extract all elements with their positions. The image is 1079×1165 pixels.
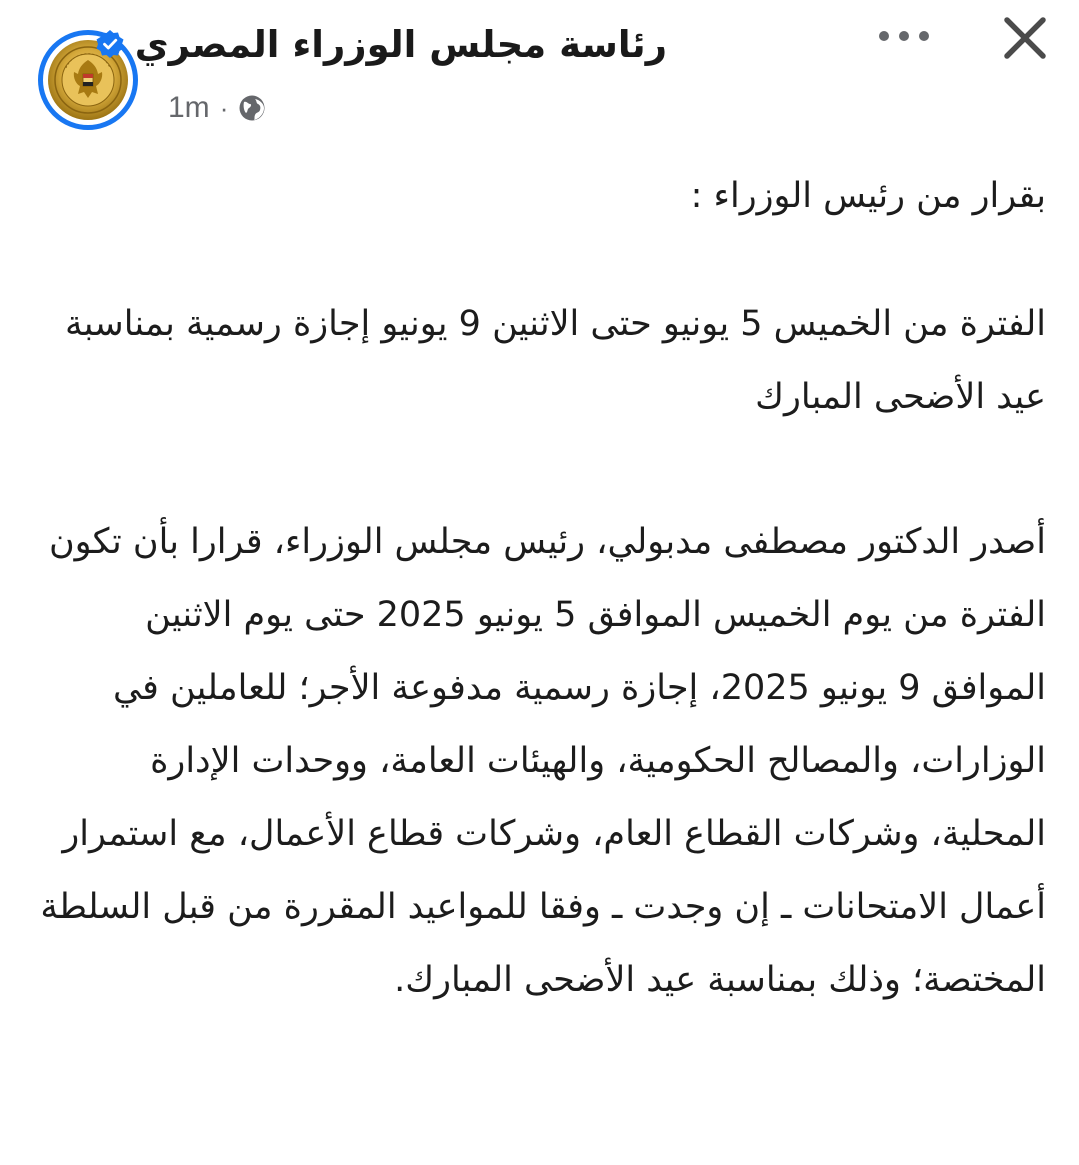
paragraph-spacer: [36, 233, 1046, 288]
post-paragraph-details: أصدر الدكتور مصطفى مدبولي، رئيس مجلس الوزراء، قرارا بأن تكون الفترة من يوم الخميس الموافق 5 يونيو 2025 حتى يوم الاثنين الموافق 9 يونيو 2025، إجازة رسمية مدفوعة الأجر؛ للعاملين في الوزارات، والمصالح الحكومية، والهيئات العامة، ووحدات الإدارة المحلية، وشركات القطاع العام، وشركات قطاع الأعمال، مع استمرار أعمال الامتحانات ـ إن وجدت ـ وفقا للمواعيد المقررة من قبل السلطة المختصة؛ وذلك بمناسبة عيد الأضحى المبارك.: [40, 522, 1046, 1000]
post-text: [36, 160, 1046, 1017]
post-header: [0, 0, 1079, 140]
meta-separator: ·: [219, 92, 229, 123]
post-title-row: [95, 16, 667, 72]
more-options-icon: [876, 29, 932, 43]
globe-icon[interactable]: [238, 94, 266, 122]
paragraph-spacer: [36, 434, 1046, 506]
more-options-button[interactable]: [868, 14, 940, 58]
verified-badge-icon: [95, 29, 125, 59]
post-timestamp[interactable]: 1m: [168, 91, 210, 124]
page-name-link[interactable]: رئاسة مجلس الوزراء المصري: [134, 22, 667, 66]
post-paragraph-summary: الفترة من الخميس 5 يونيو حتى الاثنين 9 يونيو إجازة رسمية بمناسبة عيد الأضحى المبارك: [65, 304, 1046, 417]
close-icon: [1002, 15, 1048, 61]
post-meta: [168, 86, 266, 130]
post-paragraph-intro: بقرار من رئيس الوزراء :: [690, 176, 1046, 216]
close-button[interactable]: [995, 10, 1055, 66]
